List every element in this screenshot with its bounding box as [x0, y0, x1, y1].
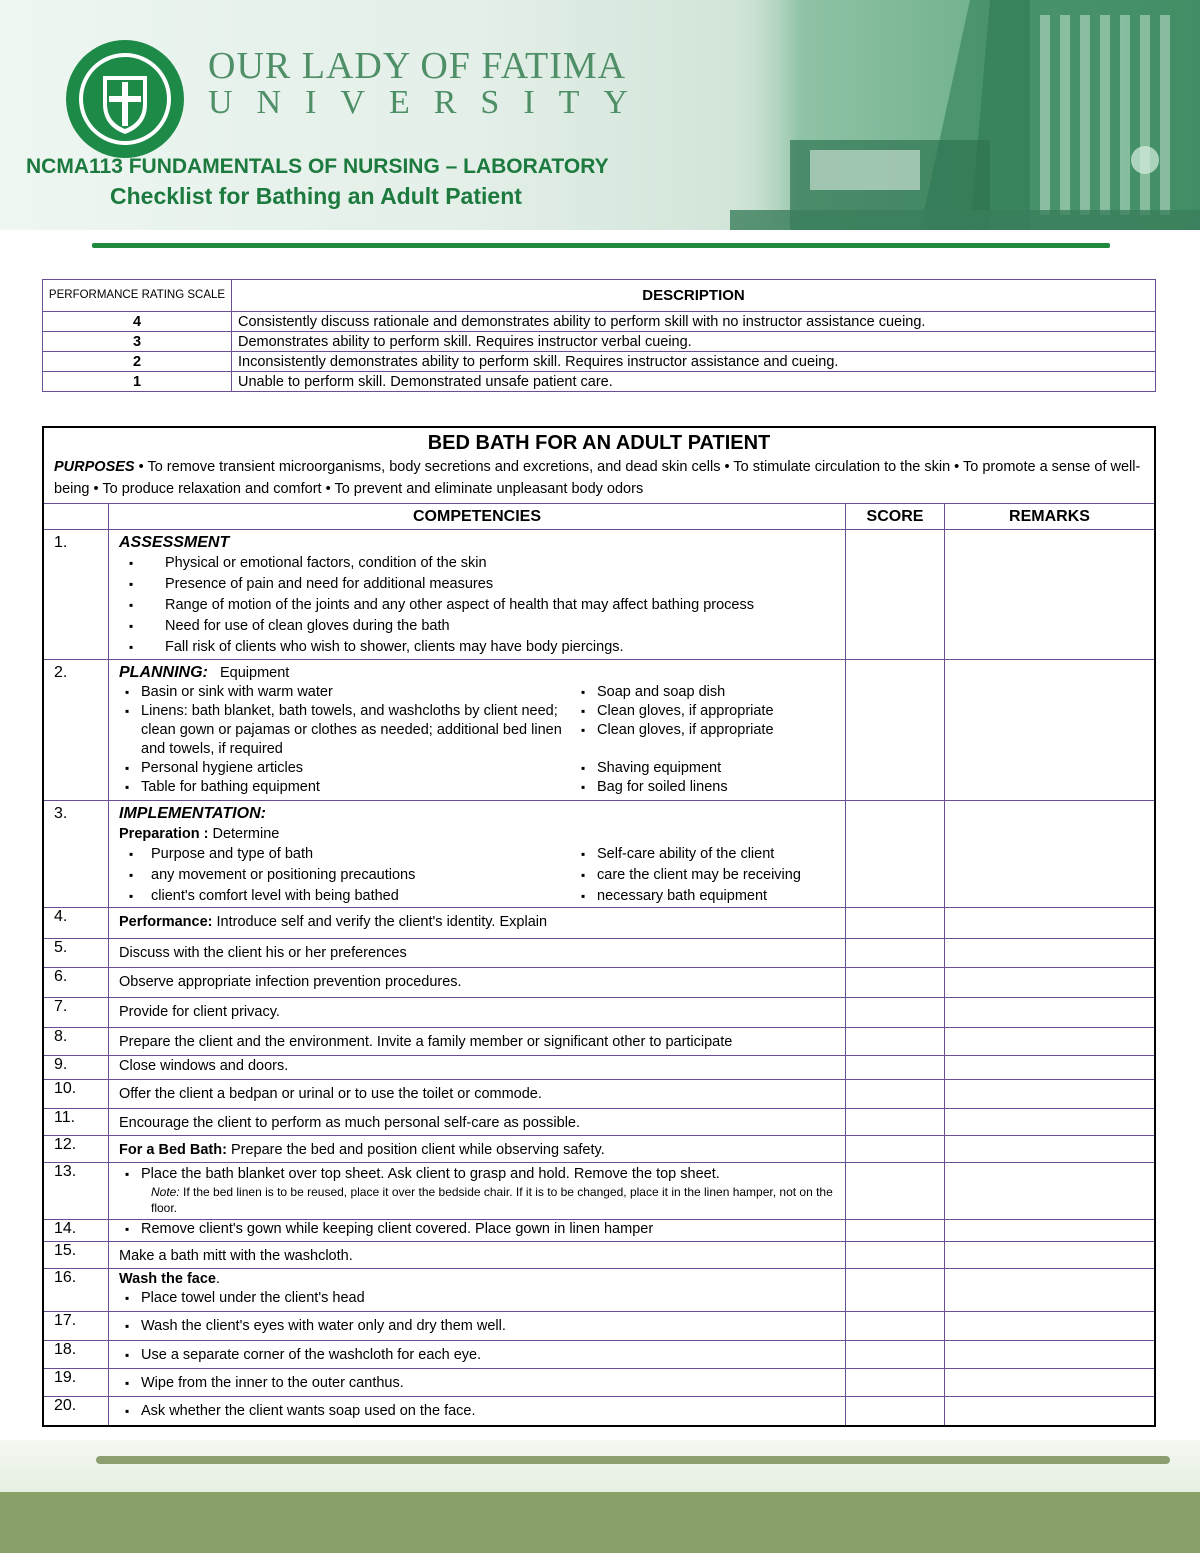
- wash-face-heading: [119, 1269, 845, 1289]
- rating-score: 4: [43, 312, 232, 332]
- course-title: NCMA113 FUNDAMENTALS OF NURSING – LABORATORY: [26, 155, 609, 178]
- list-item: ▪ Ask whether the client wants soap used on the face.: [119, 1402, 845, 1421]
- preparation-lists: [119, 844, 845, 907]
- rating-score: 2: [43, 352, 232, 372]
- header-divider: [92, 243, 1110, 248]
- rating-description: Inconsistently demonstrates ability to perform skill. Requires instructor assistance and cueing.: [232, 352, 1156, 372]
- remarks-cell[interactable]: [945, 1341, 1156, 1369]
- remarks-cell[interactable]: [945, 908, 1156, 939]
- list-item: ▪ Bag for soiled linens: [575, 778, 774, 797]
- step-text: Offer the client a bedpan or urinal or to use the toilet or commode.: [119, 1086, 542, 1102]
- number-column-header: [43, 504, 109, 530]
- list-item: ▪ Physical or emotional factors, condition of the skin: [119, 553, 845, 574]
- column-header-row: [43, 504, 1155, 530]
- row-number: 16.: [43, 1269, 109, 1312]
- checklist-heading: BED BATH FOR AN ADULT PATIENT: [427, 432, 771, 454]
- row-number: 7.: [43, 998, 109, 1028]
- equipment-list-right: [575, 683, 774, 797]
- list-item: ▪ Basin or sink with warm water: [119, 683, 575, 702]
- preparation-text: Determine: [208, 826, 280, 842]
- purposes-body: • To remove transient microorganisms, body secretions and excretions, and dead skin cells • To stimulate circulation to the skin • To promote a sense of well-being • To produce relaxation and comfort • To prevent and eliminate unpleasant body odors: [54, 459, 1141, 497]
- implementation-heading: IMPLEMENTATION:: [119, 805, 266, 822]
- competency-cell: [109, 1369, 846, 1397]
- remarks-cell[interactable]: [945, 660, 1156, 801]
- step-text: Discuss with the client his or her preferences: [119, 945, 407, 961]
- step-13-list: [119, 1163, 845, 1184]
- rating-score: 3: [43, 332, 232, 352]
- bed-bath-checklist-table: [42, 426, 1156, 1427]
- rating-row: [43, 372, 1156, 392]
- score-cell[interactable]: [846, 939, 945, 968]
- list-item: ▪ Linens: bath blanket, bath towels, and washcloths by client need; clean gown or pajamas or clothes as needed; additional bed linen and towels, if required: [119, 702, 575, 759]
- checklist-title: Checklist for Bathing an Adult Patient: [110, 183, 522, 209]
- rating-row: [43, 312, 1156, 332]
- score-cell[interactable]: [846, 801, 945, 908]
- purposes-text: [54, 456, 1144, 500]
- equipment-list-left: [119, 683, 575, 797]
- remarks-cell[interactable]: [945, 1163, 1156, 1220]
- step-19-list: [119, 1369, 845, 1393]
- score-cell[interactable]: [846, 1341, 945, 1369]
- row-number: 5.: [43, 939, 109, 968]
- remarks-cell[interactable]: [945, 939, 1156, 968]
- preparation-list-right: [575, 844, 801, 907]
- row-number: 3.: [43, 801, 109, 908]
- step-text: Close windows and doors.: [119, 1058, 289, 1074]
- checklist-row-step-7: [43, 998, 1155, 1028]
- rating-row: [43, 332, 1156, 352]
- competency-cell: [109, 968, 846, 998]
- score-cell[interactable]: [846, 1269, 945, 1312]
- step-text: Prepare the bed and position client while observing safety.: [226, 1142, 605, 1158]
- competency-cell: [109, 1220, 846, 1242]
- note-text: [119, 1184, 845, 1216]
- step-text: Provide for client privacy.: [119, 1004, 280, 1020]
- rating-description: Demonstrates ability to perform skill. Requires instructor verbal cueing.: [232, 332, 1156, 352]
- remarks-cell[interactable]: [945, 1080, 1156, 1109]
- score-cell[interactable]: [846, 1242, 945, 1269]
- step-20-list: [119, 1397, 845, 1421]
- remarks-cell[interactable]: [945, 968, 1156, 998]
- university-name-line2: UNIVERSITY: [208, 84, 652, 121]
- performance-label: Performance:: [119, 914, 213, 930]
- row-number: 19.: [43, 1369, 109, 1397]
- page-header: [0, 0, 1200, 230]
- competency-cell: [109, 1397, 846, 1426]
- competency-cell: [109, 1341, 846, 1369]
- list-item: ▪ Shaving equipment: [575, 759, 774, 778]
- row-number: 17.: [43, 1312, 109, 1341]
- remarks-cell[interactable]: [945, 1242, 1156, 1269]
- row-number: 10.: [43, 1080, 109, 1109]
- list-item: ▪ Need for use of clean gloves during the bath: [119, 616, 845, 637]
- competency-cell: [109, 530, 846, 660]
- row-number: 14.: [43, 1220, 109, 1242]
- score-cell[interactable]: [846, 660, 945, 801]
- competency-cell: [109, 908, 846, 939]
- checklist-row-step-14: [43, 1220, 1155, 1242]
- rating-row: [43, 352, 1156, 372]
- planning-subheading: Equipment: [219, 665, 290, 681]
- step-18-list: [119, 1341, 845, 1365]
- description-header: DESCRIPTION: [232, 280, 1156, 312]
- assessment-heading: ASSESSMENT: [119, 534, 230, 551]
- checklist-row-step-13: [43, 1163, 1155, 1220]
- university-seal-logo: [64, 38, 186, 160]
- row-number: 13.: [43, 1163, 109, 1220]
- row-number: 20.: [43, 1397, 109, 1426]
- score-cell[interactable]: [846, 1080, 945, 1109]
- row-number: 8.: [43, 1028, 109, 1056]
- competency-cell: [109, 801, 846, 908]
- row-number: 4.: [43, 908, 109, 939]
- checklist-row-step-11: [43, 1109, 1155, 1136]
- list-item: ▪ care the client may be receiving: [575, 865, 801, 886]
- purposes-label: PURPOSES: [54, 459, 135, 475]
- step-17-list: [119, 1312, 845, 1336]
- list-item: ▪ necessary bath equipment: [575, 886, 801, 907]
- remarks-cell[interactable]: [945, 998, 1156, 1028]
- competency-cell: [109, 939, 846, 968]
- checklist-row-step-5: [43, 939, 1155, 968]
- competency-cell: [109, 1163, 846, 1220]
- step-14-list: [119, 1220, 845, 1239]
- row-number: 18.: [43, 1341, 109, 1369]
- step-text: Prepare the client and the environment. Invite a family member or significant other to participate: [119, 1034, 733, 1050]
- competency-cell: [109, 1109, 846, 1136]
- checklist-row-assessment: [43, 530, 1155, 660]
- checklist-row-step-4: [43, 908, 1155, 939]
- footer-background: [0, 1440, 1200, 1492]
- checklist-row-step-6: [43, 968, 1155, 998]
- list-item: ▪ Clean gloves, if appropriate: [575, 721, 774, 740]
- bed-bath-label: For a Bed Bath:: [119, 1142, 227, 1158]
- remarks-cell[interactable]: [945, 801, 1156, 908]
- remarks-cell[interactable]: [945, 1269, 1156, 1312]
- rating-description: Unable to perform skill. Demonstrated unsafe patient care.: [232, 372, 1156, 392]
- competency-cell: [109, 1136, 846, 1163]
- checklist-title-cell: [43, 427, 1155, 504]
- checklist-row-step-15: [43, 1242, 1155, 1269]
- score-cell[interactable]: [846, 1056, 945, 1080]
- checklist-row-step-10: [43, 1080, 1155, 1109]
- list-item: ▪ Place the bath blanket over top sheet. Ask client to grasp and hold. Remove the top sheet.: [119, 1165, 845, 1184]
- note-body: If the bed linen is to be reused, place it over the bedside chair. If it is to be changed, place it in the linen hamper, not on the floor.: [151, 1185, 833, 1215]
- competency-cell: [109, 1080, 846, 1109]
- score-cell[interactable]: [846, 998, 945, 1028]
- score-cell[interactable]: [846, 1163, 945, 1220]
- remarks-cell[interactable]: [945, 1136, 1156, 1163]
- list-item: ▪ Table for bathing equipment: [119, 778, 575, 797]
- list-item: ▪ Use a separate corner of the washcloth for each eye.: [119, 1346, 845, 1365]
- score-cell[interactable]: [846, 1136, 945, 1163]
- competencies-header: COMPETENCIES: [109, 504, 846, 530]
- row-number: 15.: [43, 1242, 109, 1269]
- checklist-row-step-9: [43, 1056, 1155, 1080]
- list-item: ▪ Clean gloves, if appropriate: [575, 702, 774, 721]
- planning-heading-line: [119, 660, 845, 683]
- list-item: ▪ any movement or positioning precautions: [119, 865, 575, 886]
- list-item: ▪ client's comfort level with being bathed: [119, 886, 575, 907]
- assessment-list: [119, 553, 845, 658]
- remarks-cell[interactable]: [945, 530, 1156, 660]
- competency-cell: [109, 1056, 846, 1080]
- list-item: ▪ Remove client's gown while keeping client covered. Place gown in linen hamper: [119, 1220, 845, 1239]
- row-number: 1.: [43, 530, 109, 660]
- checklist-row-step-8: [43, 1028, 1155, 1056]
- score-cell[interactable]: [846, 1220, 945, 1242]
- rating-description: Consistently discuss rationale and demonstrates ability to perform skill with no instructor assistance cueing.: [232, 312, 1156, 332]
- score-cell[interactable]: [846, 1312, 945, 1341]
- step-text: Introduce self and verify the client's identity. Explain: [212, 914, 548, 930]
- list-item: ▪ Personal hygiene articles: [119, 759, 575, 778]
- footer-band: [0, 1492, 1200, 1553]
- competency-cell: [109, 1028, 846, 1056]
- checklist-row-planning: [43, 660, 1155, 801]
- wash-face-period: .: [215, 1271, 220, 1287]
- step-text: Make a bath mitt with the washcloth.: [119, 1248, 353, 1264]
- score-cell[interactable]: [846, 530, 945, 660]
- remarks-cell[interactable]: [945, 1397, 1156, 1426]
- list-item: ▪ Fall risk of clients who wish to shower, clients may have body piercings.: [119, 637, 845, 658]
- preparation-list-left: [119, 844, 575, 907]
- planning-heading: PLANNING:: [119, 664, 208, 681]
- planning-equipment-lists: [119, 683, 845, 797]
- performance-rating-table: [42, 279, 1156, 392]
- checklist-row-step-18: [43, 1341, 1155, 1369]
- score-cell[interactable]: [846, 908, 945, 939]
- wash-face-label: Wash the face: [119, 1271, 216, 1287]
- score-cell[interactable]: [846, 1369, 945, 1397]
- rating-scale-header: PERFORMANCE RATING SCALE: [43, 280, 232, 312]
- remarks-cell[interactable]: [945, 1369, 1156, 1397]
- rating-score: 1: [43, 372, 232, 392]
- score-cell[interactable]: [846, 1397, 945, 1426]
- list-item: ▪ Soap and soap dish: [575, 683, 774, 702]
- step-16-list: [119, 1289, 845, 1308]
- checklist-row-step-16: [43, 1269, 1155, 1312]
- remarks-cell[interactable]: [945, 1109, 1156, 1136]
- list-item: ▪ Purpose and type of bath: [119, 844, 575, 865]
- step-text: Observe appropriate infection prevention procedures.: [119, 974, 462, 990]
- university-name-line1: OUR LADY OF FATIMA: [208, 45, 627, 87]
- remarks-cell[interactable]: [945, 1220, 1156, 1242]
- remarks-cell[interactable]: [945, 1056, 1156, 1080]
- competency-cell: [109, 998, 846, 1028]
- list-item: ▪ Place towel under the client's head: [119, 1289, 845, 1308]
- university-building-image: [730, 0, 1200, 230]
- footer-divider: [96, 1456, 1170, 1464]
- score-header: SCORE: [846, 504, 945, 530]
- row-number: 2.: [43, 660, 109, 801]
- preparation-line: [119, 824, 845, 844]
- competency-cell: [109, 1312, 846, 1341]
- competency-cell: [109, 660, 846, 801]
- list-item: ▪ Wash the client's eyes with water only and dry them well.: [119, 1317, 845, 1336]
- list-item: ▪ Range of motion of the joints and any other aspect of health that may affect bathing process: [119, 595, 845, 616]
- row-number: 12.: [43, 1136, 109, 1163]
- checklist-row-step-20: [43, 1397, 1155, 1426]
- checklist-row-step-12: [43, 1136, 1155, 1163]
- checklist-row-step-19: [43, 1369, 1155, 1397]
- competency-cell: [109, 1269, 846, 1312]
- list-item: ▪ Self-care ability of the client: [575, 844, 801, 865]
- note-label: Note:: [151, 1185, 180, 1199]
- row-number: 11.: [43, 1109, 109, 1136]
- remarks-header: REMARKS: [945, 504, 1156, 530]
- list-item: ▪ Wipe from the inner to the outer canthus.: [119, 1374, 845, 1393]
- remarks-cell[interactable]: [945, 1312, 1156, 1341]
- score-cell[interactable]: [846, 1028, 945, 1056]
- remarks-cell[interactable]: [945, 1028, 1156, 1056]
- score-cell[interactable]: [846, 1109, 945, 1136]
- score-cell[interactable]: [846, 968, 945, 998]
- row-number: 9.: [43, 1056, 109, 1080]
- preparation-label: Preparation :: [119, 826, 209, 842]
- checklist-row-implementation: [43, 801, 1155, 908]
- step-text: Encourage the client to perform as much personal self-care as possible.: [119, 1115, 581, 1131]
- list-item: ▪ Presence of pain and need for additional measures: [119, 574, 845, 595]
- competency-cell: [109, 1242, 846, 1269]
- checklist-row-step-17: [43, 1312, 1155, 1341]
- row-number: 6.: [43, 968, 109, 998]
